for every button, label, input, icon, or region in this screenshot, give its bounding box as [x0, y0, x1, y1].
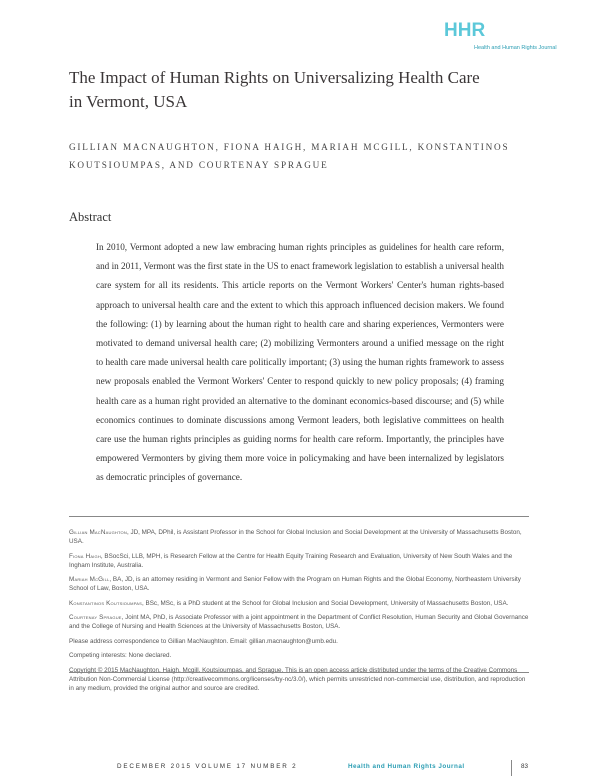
- journal-logo: [444, 20, 594, 52]
- author-bio: [69, 599, 531, 608]
- author-bio-text: , BSc, MSc, is a PhD student at the School for Global Inclusion and Social Development, University of Massachusetts Boston, USA.: [142, 599, 509, 607]
- abstract-heading: Abstract: [69, 210, 112, 224]
- logo-subtitle: Health and Human Rights Journal: [474, 45, 557, 51]
- author-list: GILLIAN MACNAUGHTON, FIONA HAIGH, MARIAH MCGILL, KONSTANTINOS KOUTSIOUMPAS, AND COURTENAY SPRAGUE: [69, 142, 510, 170]
- competing-interests-note: Competing interests: None declared.: [69, 652, 172, 660]
- author-bio-name: Courtenay Sprague: [69, 614, 122, 622]
- author-bio: [69, 613, 531, 631]
- notes-divider: [69, 516, 529, 517]
- footer-journal-name: Health and Human Rights Journal: [348, 763, 465, 770]
- author-bio-text: , BSocSci, LLB, MPH, is Research Fellow at the Centre for Health Equity Training Research and Evaluation, University of New South Wales and the Ingham Institute, Australia.: [69, 552, 513, 569]
- copyright-note: Copyright © 2015 MacNaughton, Haigh, Mcgill, Koutsioumpas, and Sprague. This is an open access article distributed under the terms of the Creative Commons Attribution Non-Commercial License (http://creativecommons.org/licenses/by-nc/3.0/), which permits unrestricted non-commercial use, distribution, and reproduction in any medium, provided the original author and source are credited.: [69, 666, 526, 692]
- abstract-body: In 2010, Vermont adopted a new law embracing human rights principles as guidelines for health care reform, and in 2011, Vermont was the first state in the US to enact framework legislation to establish a universal health care system for all its residents. This article reports on the Vermont Workers' Center's human rights-based approach to universal health care and the extent to which this approach influenced decision makers. We found the following: (1) by learning about the human right to health care and sharing experiences, Vermonters were motivated to demand universal health care; (2) mobilizing Vermonters around a unified message on the right to health care made universal health care politically important; (3) using the human rights framework to assess new proposals enabled the Vermont Workers' Center to respond quickly to new policy proposals; (4) framing health care as a human right provided an alternative to the dominant economics-based discourse; and (5) while economics continues to dominate discussions among Vermont leaders, both legislative committees on health care use the human rights principles as guiding norms for health care reform. Importantly, the principles have empowered Vermonters by giving them more voice in policymaking and have been internalized by legislators as democratic principles of governance.: [96, 242, 504, 483]
- article-title: The Impact of Human Rights on Universalizing Health Care in Vermont, USA: [69, 68, 480, 111]
- author-bio-name: Mariah McGill: [69, 576, 110, 584]
- author-bio-text: , Joint MA, PhD, is Associate Professor with a joint appointment in the Department of Conflict Resolution, Human Security and Global Governance and the College of Nursing and Health Sciences at the University of Massachusetts Boston, USA.: [69, 614, 529, 631]
- footer-divider: [69, 672, 529, 673]
- author-bio-name: Gillian MacNaughton: [69, 529, 127, 536]
- author-bio-name: Konstantinos Koutsioumpas: [69, 599, 143, 607]
- logo-text: HHR: [444, 20, 486, 41]
- author-bio: [69, 575, 531, 593]
- author-bio-text: , JD, MPA, DPhil, is Assistant Professor in the School for Global Inclusion and Social Development at the University of Massachusetts Boston, USA.: [69, 529, 522, 546]
- author-bio-name: Fiona Haigh: [69, 552, 101, 560]
- footer-issue: DECEMBER 2015 VOLUME 17 NUMBER 2: [117, 763, 298, 770]
- correspondence-note: Please address correspondence to Gillian MacNaughton. Email: gillian.macnaughton@umb.edu.: [69, 637, 338, 645]
- author-bio: [69, 552, 531, 570]
- footer-divider-bar: [511, 760, 512, 776]
- author-bio: [69, 528, 531, 546]
- author-bio-text: , BA, JD, is an attorney residing in Vermont and Senior Fellow with the Program on Human Rights and the Global Economy, Northeastern University School of Law, Boston, USA.: [69, 576, 521, 593]
- page-number: 83: [521, 763, 529, 770]
